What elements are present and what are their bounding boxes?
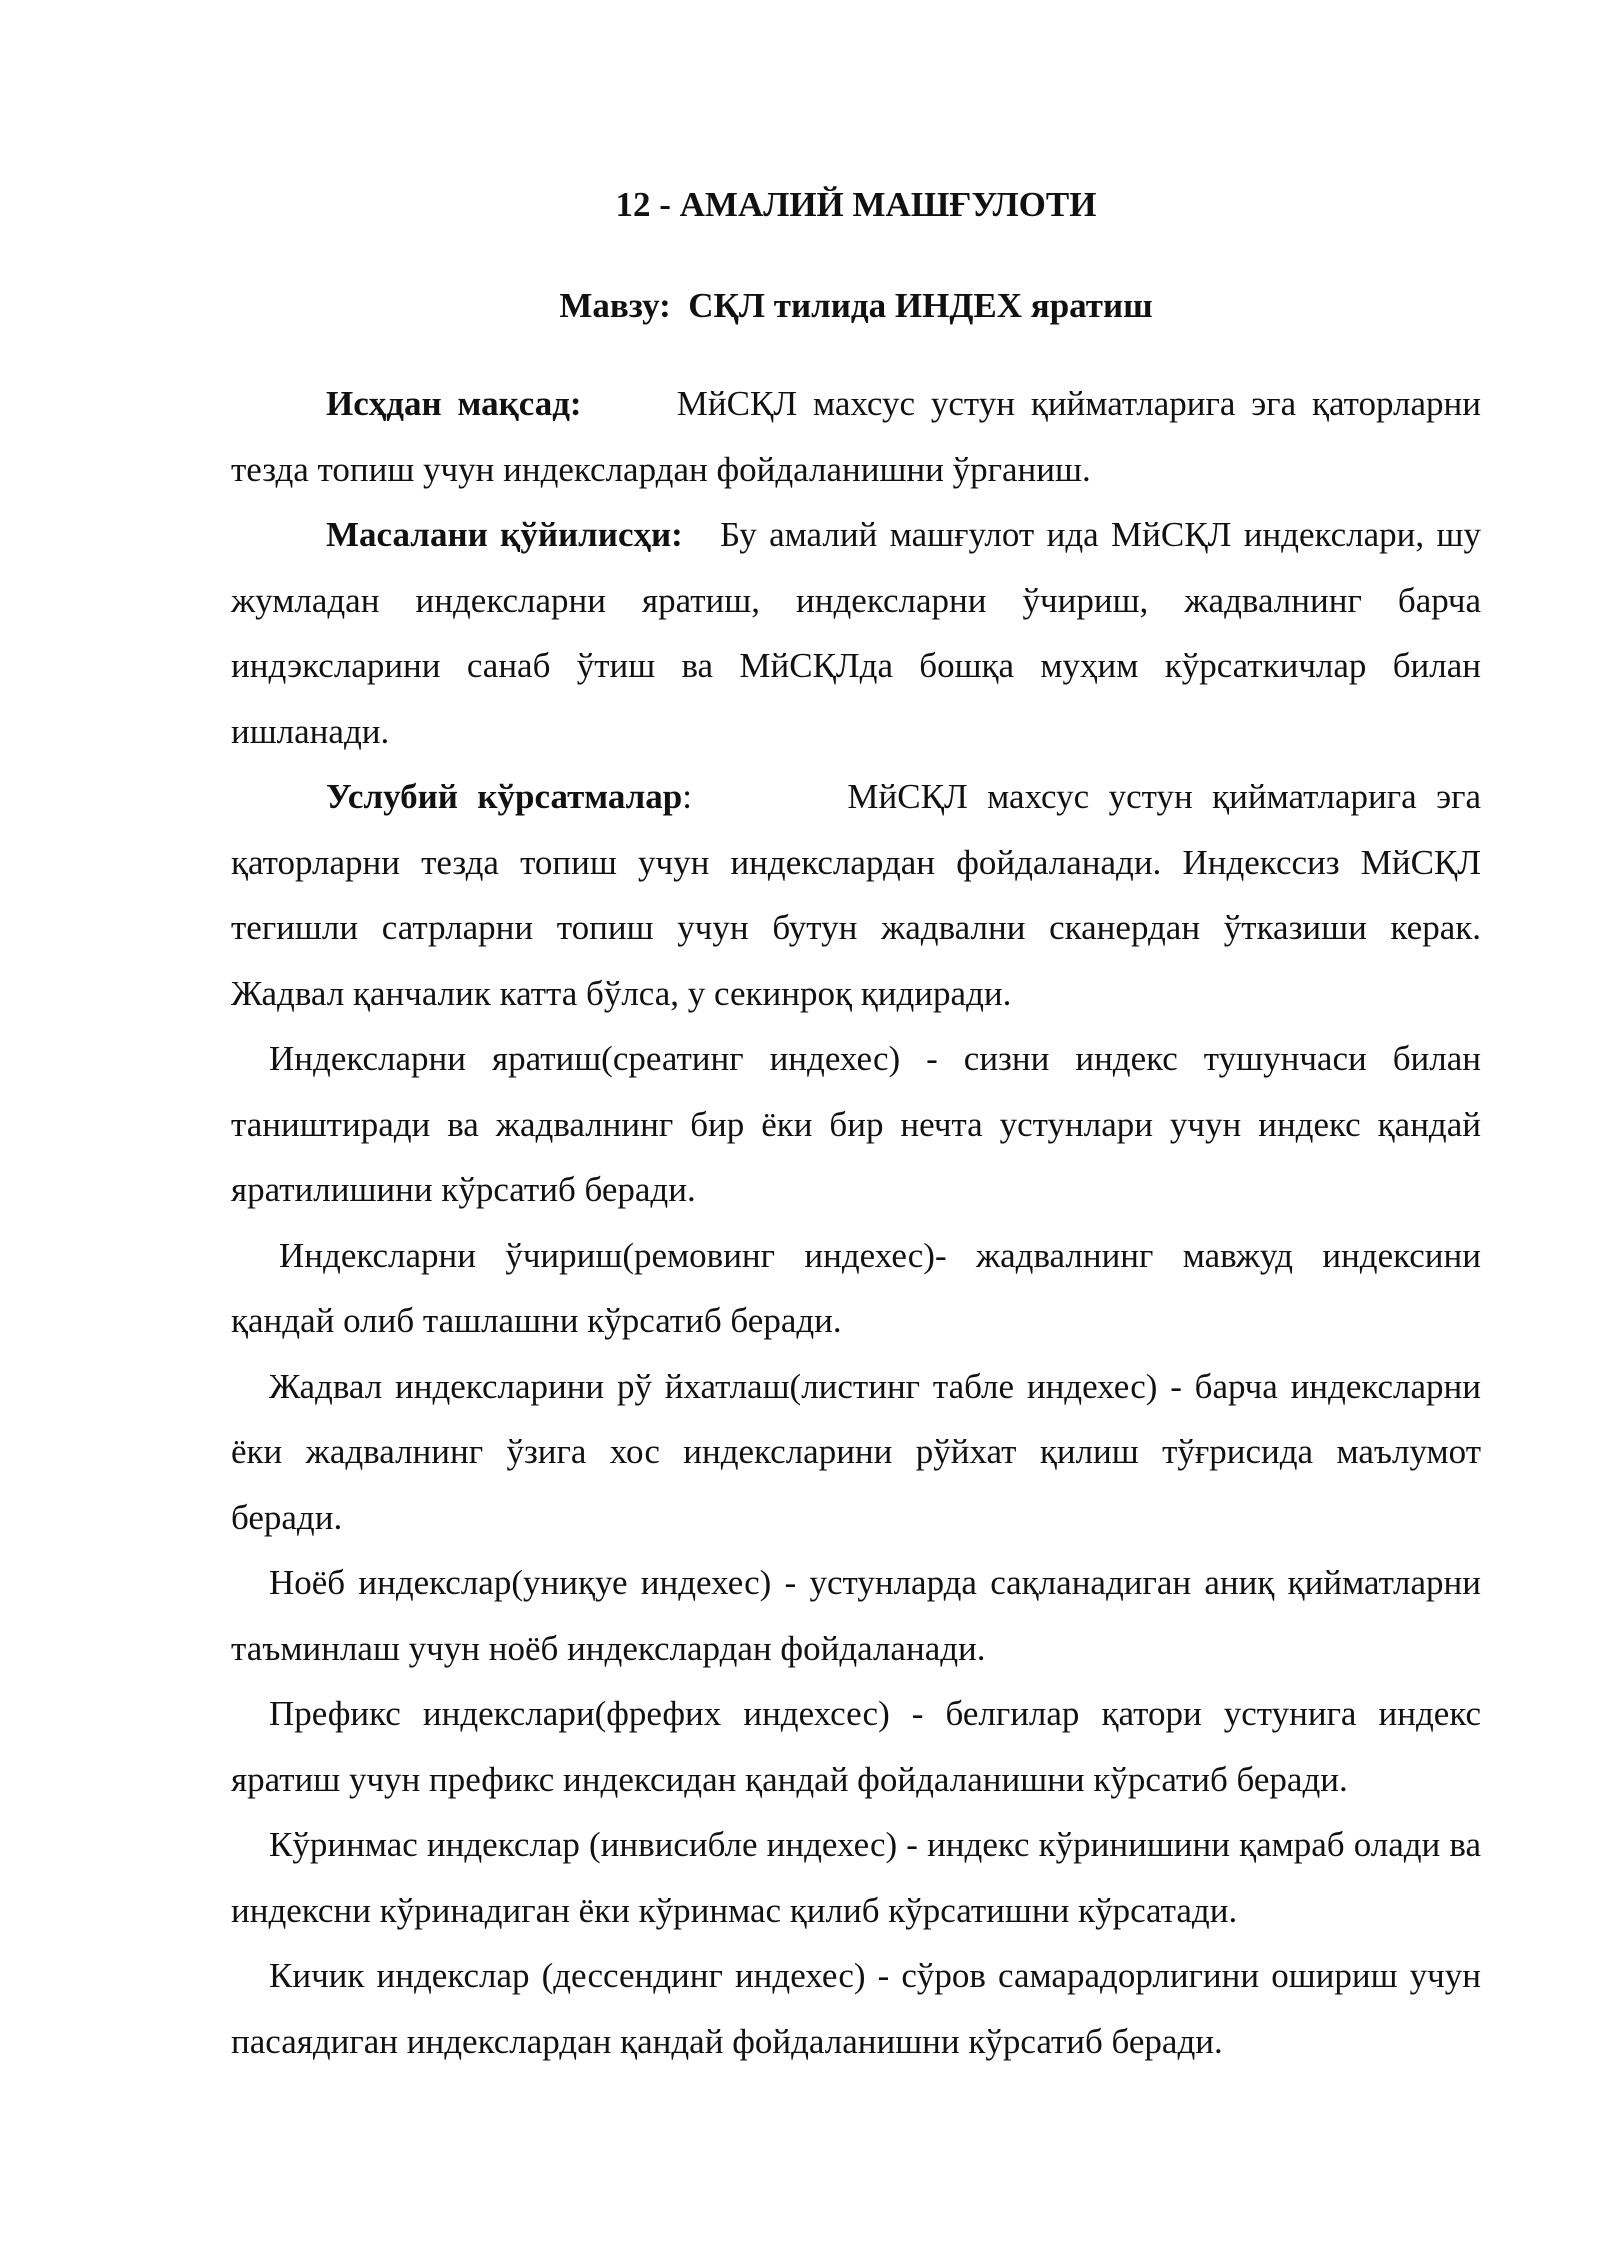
subtitle-label: Мавзу: (559, 286, 671, 325)
paragraph-unique-indexes: Ноёб индекслар(униқуе индехес) - устунларда сақланадиган аниқ қийматларни таъминлаш учун ноёб индекслардан фойдаланади. (231, 1563, 1481, 1668)
paragraph-listing-indexes: Жадвал индексларини рў йхатлаш(листинг табле индехес) - барча индексларни ёки жадвалнинг ўзига хос индексларини рўйхат қилиш тўғрисида маълумот беради. (231, 1366, 1481, 1537)
problem-paragraph (231, 502, 1481, 764)
page-subtitle (231, 286, 1481, 326)
guidelines-paragraph (231, 764, 1481, 1026)
problem-label: Масалани қўйилисҳи: (326, 515, 683, 554)
guidelines-text: МйСҚЛ махсус устун қийматларига эга қаторларни тезда топиш учун индекслардан фойдаланади. Индекссиз МйСҚЛ тегишли сатрларни топиш учун бутун жадвални сканердан ўтказиши керак. Жадвал қанчалик катта бўлса, у секинроқ қидиради. (231, 777, 1482, 1013)
paragraph-prefix-indexes: Префикс индекслари(фрефих индехсес) - белгилар қатори устунига индекс яратиш учун префикс индексидан қандай фойдаланишни кўрсатиб беради. (231, 1694, 1481, 1799)
guidelines-colon: : (682, 777, 693, 816)
paragraph-descending-indexes: Кичик индекслар (дессендинг индехес) - сўров самарадорлигини ошириш учун пасаядиган индекслардан қандай фойдаланишни кўрсатиб беради. (231, 1956, 1481, 2061)
paragraph-creating-indexes: Индексларни яратиш(среатинг индехес) - сизни индекс тушунчаси билан таништиради ва жадвалнинг бир ёки бир нечта устунлари учун индекс қандай яратилишини кўрсатиб беради. (231, 1039, 1481, 1209)
problem-text: Бу амалий машғулот ида МйСҚЛ индекслари, шу жумладан индексларни яратиш, индексларни ўчириш, жадвалнинг барча индэксларини санаб ўтиш ва МйСҚЛда бошқа муҳим кўрсаткичлар билан ишланади. (231, 515, 1481, 751)
subtitle-text: СҚЛ тилида ИНДЕХ яратиш (688, 286, 1153, 325)
paragraph-invisible-indexes: Кўринмас индекслар (инвисибле индехес) - индекс кўринишини қамраб олади ва индексни кўринадиган ёки кўринмас қилиб кўрсатишни кўрсатади. (231, 1825, 1481, 1930)
goal-label: Исҳдан мақсад: (326, 384, 582, 423)
guidelines-label: Услубий кўрсатмалар (326, 777, 683, 816)
paragraph-removing-indexes: Индексларни ўчириш(ремовинг индехес)- жадвалнинг мавжуд индексини қандай олиб ташлашни кўрсатиб беради. (231, 1235, 1481, 1340)
goal-text: МйСҚЛ махсус устун қийматларига эга қаторларни тезда топиш учун индекслардан фойдаланишни ўрганиш. (231, 384, 1481, 489)
goal-paragraph (231, 371, 1481, 502)
document-body (231, 371, 1481, 2074)
page-title: 12 - АМАЛИЙ МАШҒУЛОТИ (615, 185, 1097, 224)
